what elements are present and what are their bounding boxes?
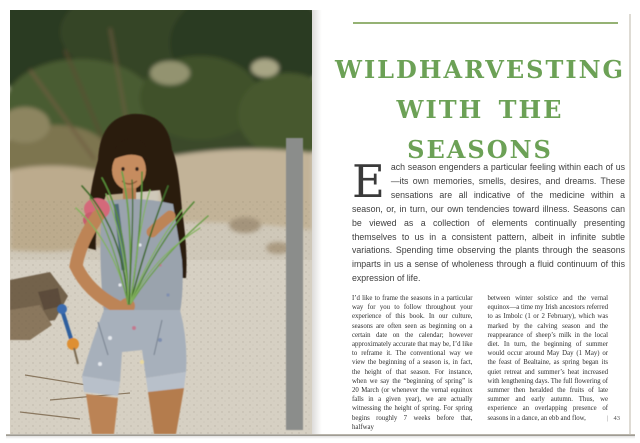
page-gutter-shadow bbox=[312, 10, 324, 434]
intro-paragraph bbox=[352, 155, 625, 286]
body-column-right: between winter solstice and the vernal equinox—a time my Irish ancestors referred to as Imbolc (1 or 2 February), which was marked by the calving season and the reappearance of sheep’s milk in the local diet. In turn, the beginning of summer would occur around May Day (1 May) or the feast of Bealtaine, as spring began its quiet retreat and summer’s heat increased with lengthening days. The full flowering of summer then heralded the fruits of late summer and early autumn. Thus, we experience an overlapping presence of seasons in a dance, an ebb and flow, bbox=[487, 295, 608, 422]
photo-illustration bbox=[10, 10, 312, 434]
page-footer bbox=[570, 415, 620, 422]
intro-text: ach season engenders a particular feeling within each of us—its own memories, smells, desires, and dreams. These sensations are all indicative of the medicine within a season, or, in turn, our own tendencies toward illness. Seasons can be viewed as a collection of elements continually presenting themselves to us in a consistent pattern, albeit in infinite subtle variations. Spending time observing the plants through the seasons imparts in us a sense of wholeness through a fluid continuum of this expression of life. bbox=[352, 162, 625, 284]
gray-strap bbox=[286, 138, 303, 430]
chapter-title-rule bbox=[353, 22, 618, 24]
drop-cap: E bbox=[352, 155, 385, 208]
chapter-title-line1: WILDHARVESTING bbox=[334, 55, 626, 84]
chapter-title-line2: WITH THE SEASONS bbox=[396, 95, 564, 164]
chapter-title bbox=[326, 50, 634, 170]
page-bottom-shadow bbox=[6, 435, 635, 439]
left-page-photo bbox=[10, 10, 312, 434]
footer-ornament: | bbox=[607, 415, 609, 422]
page-number: 43 bbox=[613, 415, 620, 422]
body-columns bbox=[352, 294, 608, 432]
body-column-left: I’d like to frame the seasons in a particular way for you to follow throughout your experience of this book. In our culture, seasons are often seen as beginning on a certain date on the calendar; however approximately accurate that may be, I’d like to reframe it. The conventional way we view the beginning of a season is, in fact, the height of that season. For instance, when we say the “beginning of spring” is 20 March (or whenever the vernal equinox falls in a given year), we are actually witnessing the height of spring. For spring begins roughly 7 weeks before that, halfway bbox=[352, 295, 473, 431]
